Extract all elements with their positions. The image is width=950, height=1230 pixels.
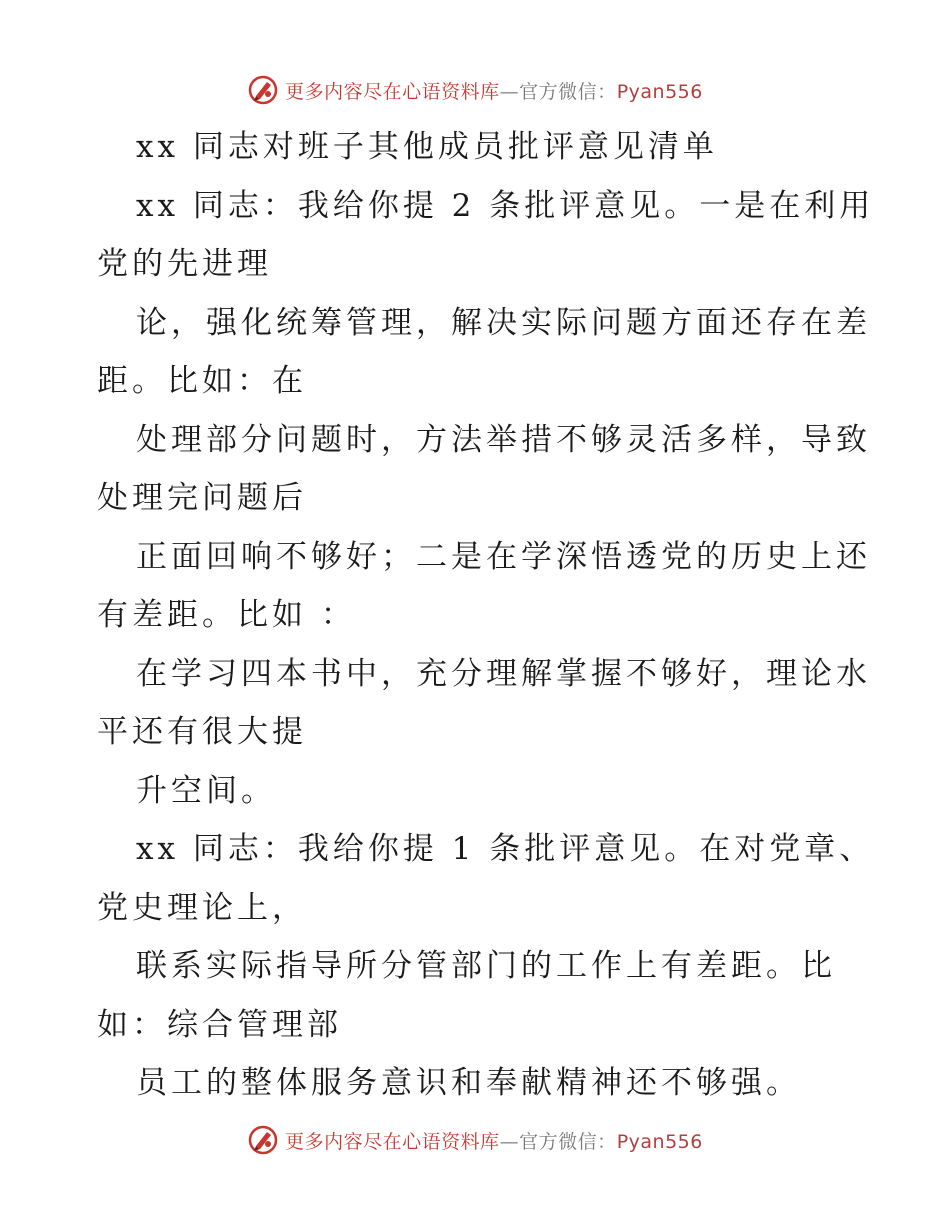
paragraph-line: 如：综合管理部 xyxy=(97,1006,342,1043)
watermark-wechat-id: Pyan556 xyxy=(616,80,703,103)
paragraph-line: xx 同志：我给你提 1 条批评意见。在对党章、 xyxy=(136,831,875,867)
paragraph-line: 员工的整体服务意识和奉献精神还不够强。 xyxy=(136,1065,801,1101)
paragraph-line: 升空间。 xyxy=(136,772,276,809)
header-watermark xyxy=(0,70,950,110)
watermark-text xyxy=(285,1127,703,1154)
paragraph-line: 在学习四本书中，充分理解掌握不够好，理论水 xyxy=(136,655,871,692)
watermark-main-text: 更多内容尽在心语资料库 xyxy=(285,1130,500,1153)
watermark-text xyxy=(285,77,703,104)
paragraph-line: 处理部分问题时，方法举措不够灵活多样，导致 xyxy=(136,421,871,458)
paragraph-line: 党的先进理 xyxy=(97,246,272,282)
brand-logo-icon xyxy=(247,74,279,106)
watermark-separator: — xyxy=(499,80,520,103)
paragraph-line: 有差距。比如 ： xyxy=(97,597,356,633)
watermark-separator: — xyxy=(499,1130,520,1153)
paragraph-line: 党史理论上， xyxy=(97,889,307,926)
paragraph-line: 平还有很大提 xyxy=(97,714,307,750)
paragraph-line: xx 同志：我给你提 2 条批评意见。一是在利用 xyxy=(136,187,875,224)
document-body xyxy=(97,118,875,1113)
watermark-wechat-id: Pyan556 xyxy=(616,1130,703,1153)
footer-watermark xyxy=(0,1120,950,1160)
paragraph-line: 论，强化统筹管理，解决实际问题方面还存在差 xyxy=(136,304,871,341)
paragraph-line: 处理完问题后 xyxy=(97,480,307,516)
document-title: xx 同志对班子其他成员批评意见清单 xyxy=(136,129,718,165)
paragraph-line: 距。比如：在 xyxy=(97,363,307,399)
watermark-main-text: 更多内容尽在心语资料库 xyxy=(285,80,500,103)
watermark-official-label: 官方微信： xyxy=(519,1130,617,1153)
brand-logo-icon xyxy=(247,1124,279,1156)
watermark-official-label: 官方微信： xyxy=(519,80,617,103)
paragraph-line: 正面回响不够好；二是在学深悟透党的历史上还 xyxy=(136,538,871,575)
paragraph-line: 联系实际指导所分管部门的工作上有差距。比 xyxy=(136,948,836,984)
